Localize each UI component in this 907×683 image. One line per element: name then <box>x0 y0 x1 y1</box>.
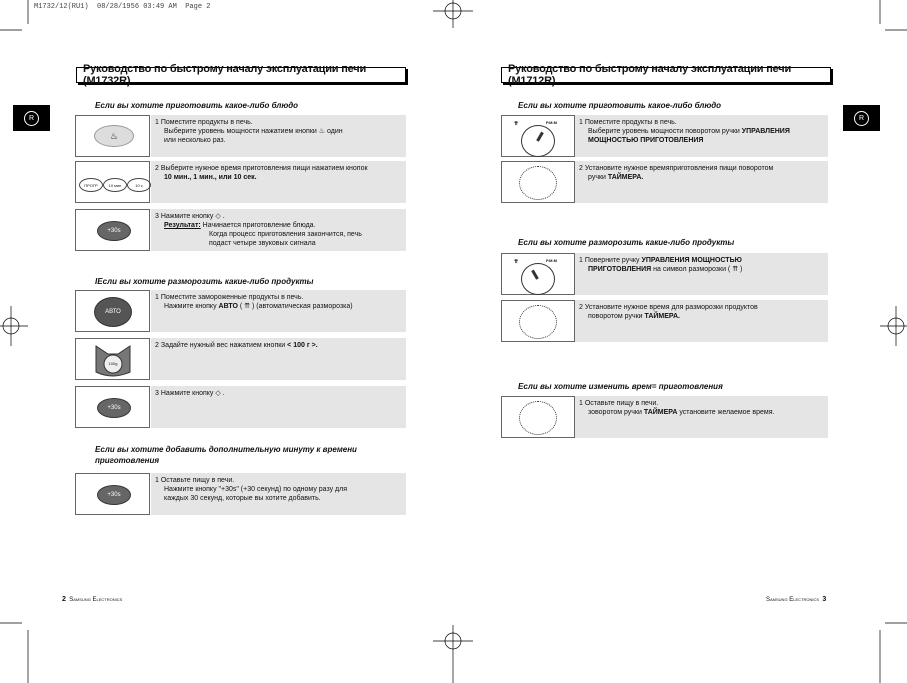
panel-button-image <box>75 473 150 515</box>
print-stamp: M1732/12(RU1) 08/28/1956 03:49 AM Page 2 <box>34 3 211 11</box>
timer-dial-icon <box>519 401 557 435</box>
plus30s-button-icon: +30s <box>97 485 131 505</box>
defrost-icon: ⇈ <box>732 266 739 273</box>
sec10-button-icon: 10 с <box>127 178 151 192</box>
timer-dial-icon <box>519 305 557 339</box>
panel-dial-image <box>501 161 575 203</box>
section-heading: IЕсли вы хотите разморозить какие-либо продукты <box>95 277 314 286</box>
panel-button-image <box>75 161 150 203</box>
power-label: Р.М.М <box>546 120 557 125</box>
language-tab-right <box>843 105 880 131</box>
min1-button-icon: 10 мин <box>103 178 127 192</box>
page-title-right: Руководство по быстрому началу эксплуатации печи (M1712R) <box>501 67 831 83</box>
start-icon: ◇ <box>215 213 221 220</box>
step-text: 1 Поверните ручку УПРАВЛЕНИЯ МОЩНОСТЬЮ ПРИГОТОВЛЕНИЯ на символ разморозки ( ⇈ ) <box>575 253 828 295</box>
page-title-left: Руководство по быстрому началу эксплуатации печи (M1732R) <box>76 67 406 83</box>
page-footer-right: Samsung Electronics 3 <box>766 596 827 603</box>
power-dial-icon <box>521 263 555 295</box>
start-button-icon: +30s <box>97 398 131 418</box>
panel-button-image <box>75 386 150 428</box>
defrost-icon: ⇈ <box>514 121 519 127</box>
timer-dial-icon <box>519 166 557 200</box>
start-icon: ◇ <box>215 390 221 397</box>
step-text: 3 Нажмите кнопку ◇ . Результат: Начинается приготовление блюда. Когда процесс приготовления закончится, печь подаст четыре звуковых сигнала <box>151 209 406 251</box>
auto-defrost-button-icon: АВТО <box>94 297 132 327</box>
step-text: 2 Установите нужное время для разморозки продуктов поворотом ручки ТАЙМЕРА. <box>575 300 828 342</box>
section-heading: Если вы хотите приготовить какое-либо блюдо <box>95 101 299 110</box>
power-level-icon: ♨ <box>318 128 326 135</box>
power-label: Р.М.М <box>546 258 557 263</box>
step-text: 1 Поместите продукты в печь. Выберите уровень мощности поворотом ручки УПРАВЛЕНИЯ МОЩНОСТЬЮ ПРИГОТОВЛЕНИЯ <box>575 115 828 157</box>
weight-selector-icon <box>94 342 132 378</box>
power-dial-icon <box>521 125 555 157</box>
step-text: 1 Поместите продукты в печь. Выберите уровень мощности нажатием кнопки ♨ один или несколько раз. <box>151 115 406 157</box>
panel-button-image <box>75 115 150 157</box>
step-text: 3 Нажмите кнопку ◇ . <box>151 386 406 428</box>
power-level-icon: ♨ <box>94 125 134 147</box>
defrost-icon: ⇈ <box>514 259 519 265</box>
panel-button-image <box>75 338 150 380</box>
page-footer-left: 2 Samsung Electronics <box>62 596 123 603</box>
section-heading: Если вы хотите изменить врем= приготовления <box>518 382 723 391</box>
start-button-icon: +30s <box>97 221 131 241</box>
panel-dial-image <box>501 396 575 438</box>
step-text: 1 Поместите замороженные продукты в печь. Нажмите кнопку АВТО ( ⇈ ) (автоматическая разморозка) <box>151 290 406 332</box>
section-heading: Если вы хотите добавить дополнительную минуту к времени приготовления <box>95 445 357 465</box>
language-badge: R <box>24 111 39 126</box>
weight-label: 100g <box>108 361 118 366</box>
panel-button-image <box>75 290 150 332</box>
step-text: 1 Оставьте пищу в печи. Нажмите кнопку "+30s" (+30 секунд) по одному разу для каждых 30 секунд, которые вы хотите добавить. <box>151 473 406 515</box>
panel-dial-image <box>501 115 575 157</box>
step-text: 1 Оставьте пищу в печи. зоворотом ручки ТАЙМЕРА установите желаемое время. <box>575 396 828 438</box>
language-tab-left <box>13 105 50 131</box>
panel-dial-image <box>501 300 575 342</box>
min10-button-icon: ПРОГР <box>79 178 103 192</box>
section-heading: Если вы хотите приготовить какое-либо блюдо <box>518 101 722 110</box>
defrost-icon: ⇈ <box>244 303 251 310</box>
step-text: 2 Установите нужное времяприготовления пищи поворотом ручки ТАЙМЕРА. <box>575 161 828 203</box>
language-badge: R <box>854 111 869 126</box>
section-heading: Если вы хотите разморозить какие-либо продукты <box>518 238 735 247</box>
panel-button-image <box>75 209 150 251</box>
step-text: 2 Задайте нужный вес нажатием кнопки < 100 г >. <box>151 338 406 380</box>
panel-dial-image <box>501 253 575 295</box>
step-text: 2 Выберите нужное время приготовления пищи нажатием кнопок 10 мин., 1 мин., или 10 сек. <box>151 161 406 203</box>
